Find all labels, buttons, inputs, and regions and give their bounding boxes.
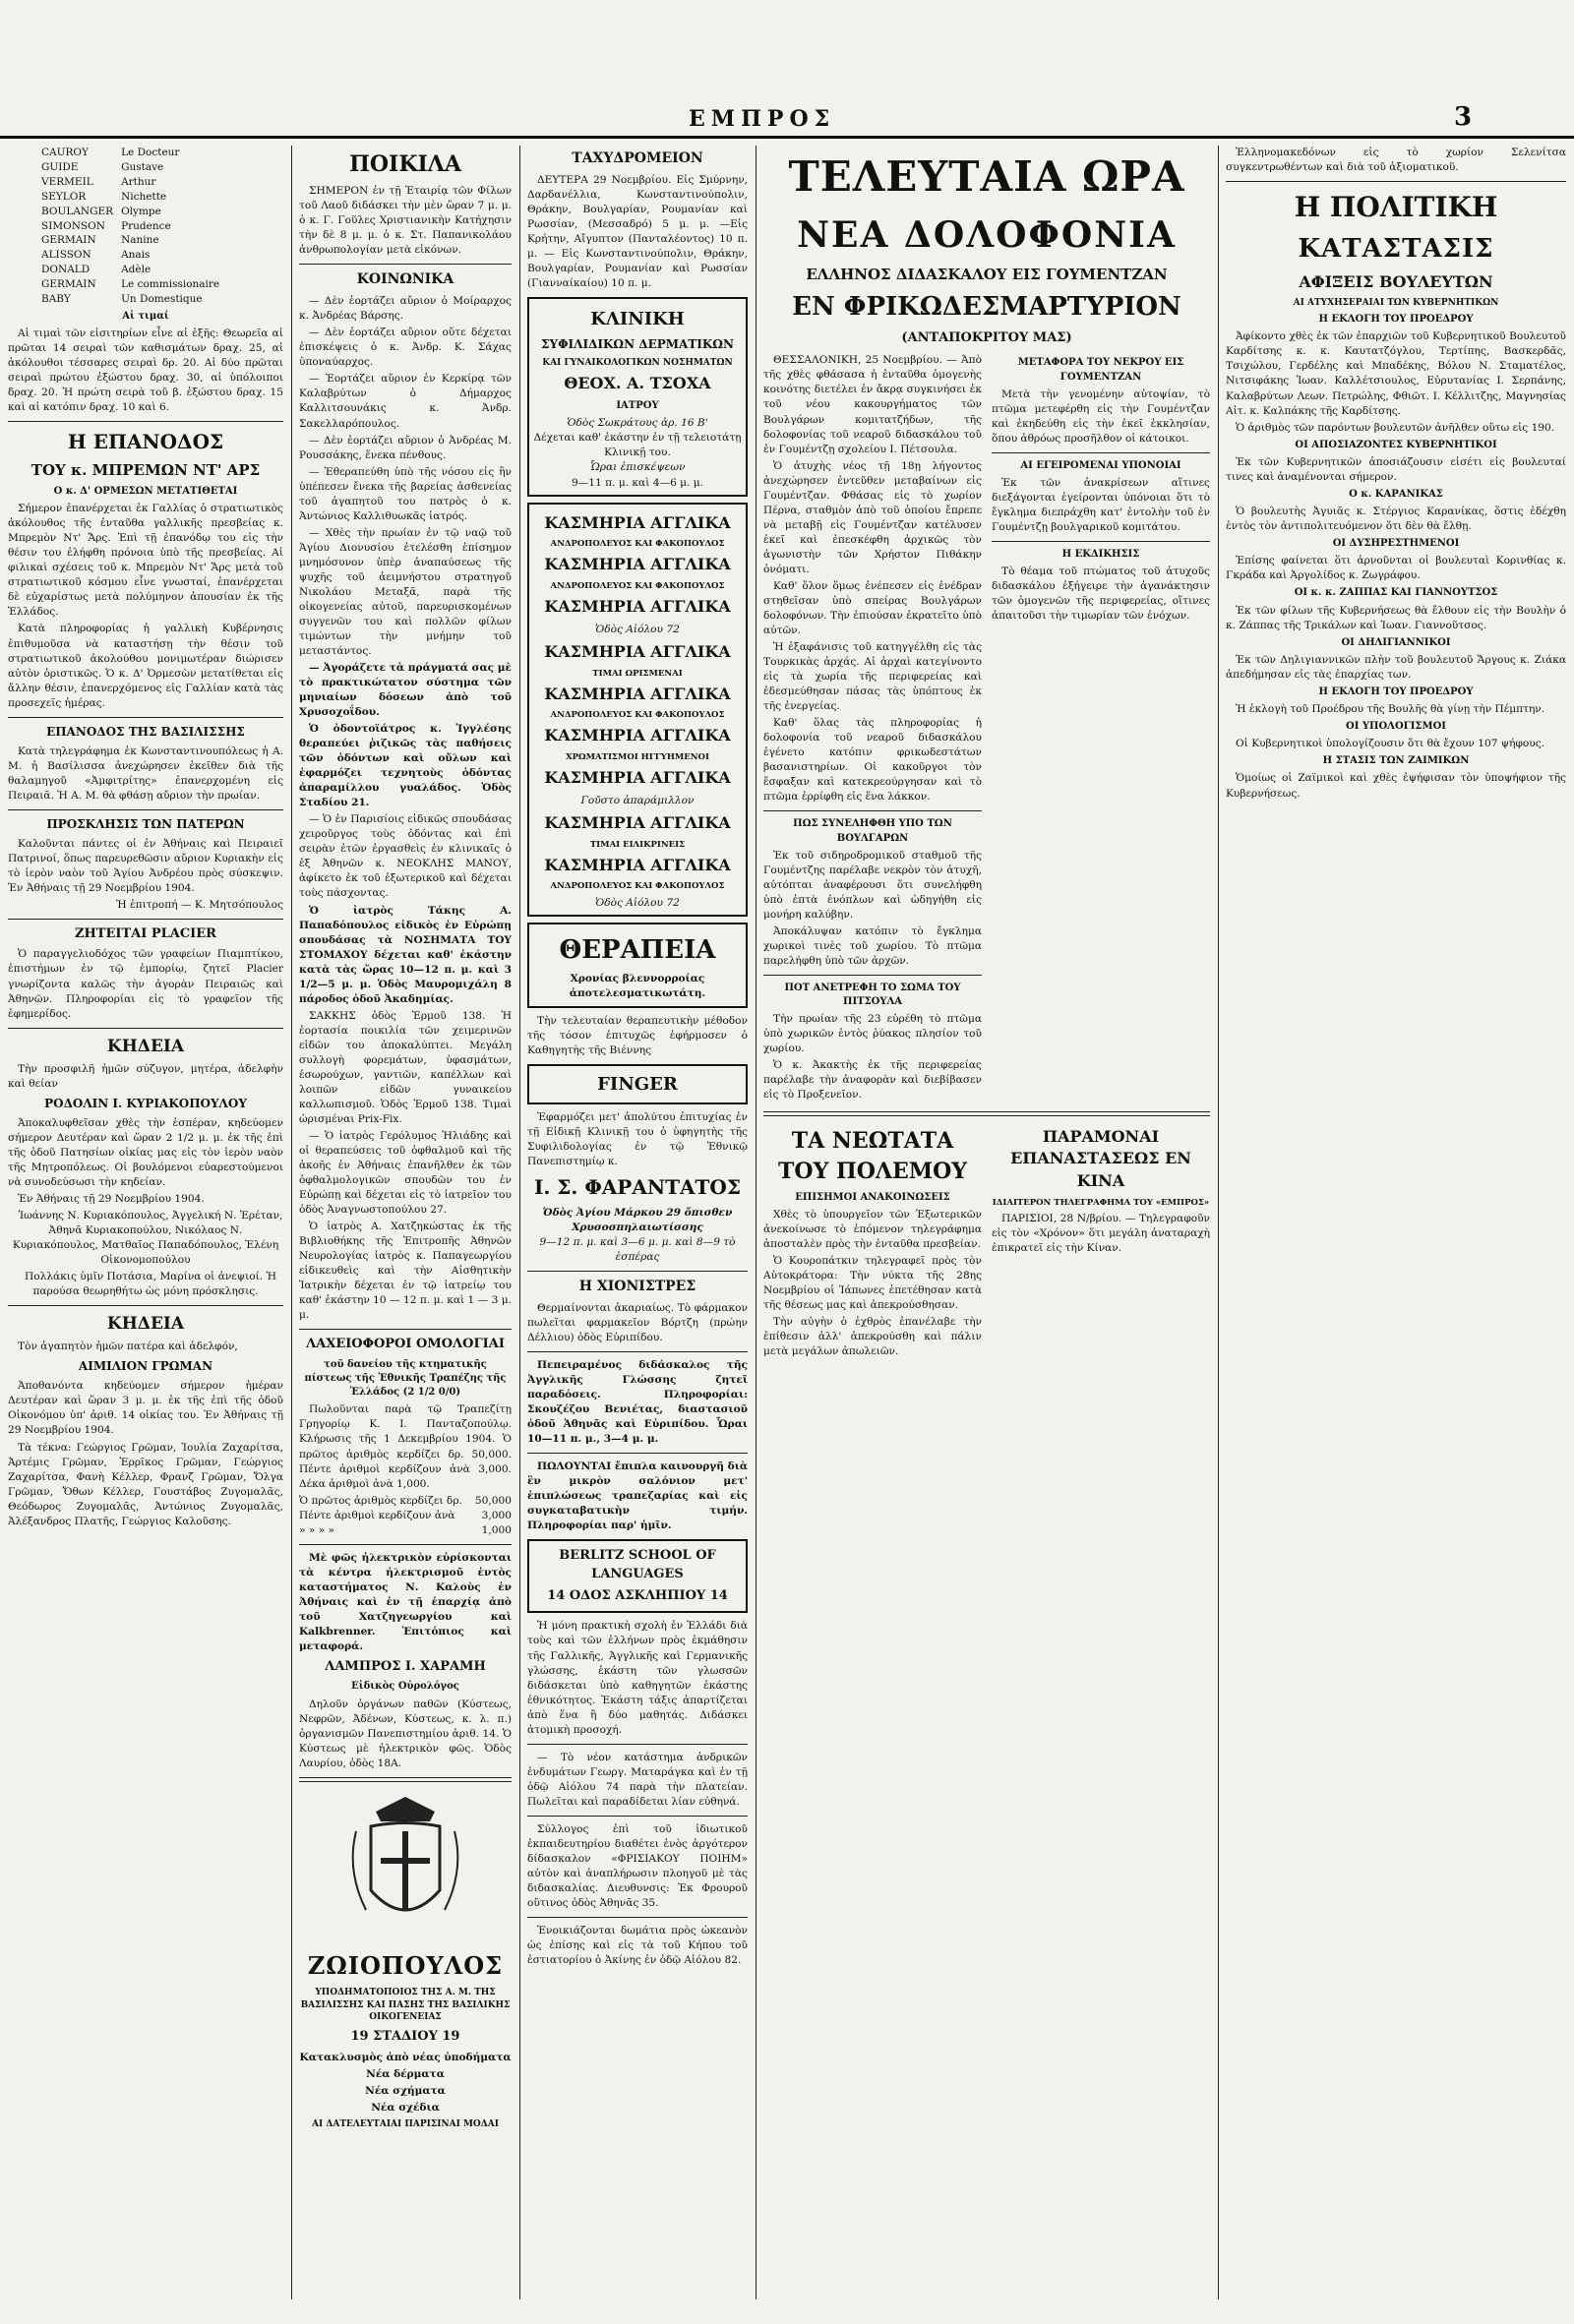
article-paragraph: Καθ' ὅλον ὅμως ἐνέπεσεν εἰς ἐνέδραν στηθεῖσαν ὑπὸ σπείρας Βουλγάρων δολοφόνων. Τὴν ἐπιούσαν ἐκρατεῖτο ὑπὸ αὐτῶν.: [763, 579, 982, 636]
section-heading: ΟΙ ΥΠΟΛΟΓΙΣΜΟΙ: [1346, 721, 1446, 733]
article-paragraph: — Δὲν ἑορτάζει αὔριον ὁ Ἀνδρέας Μ. Ρουσσάκης, ἕνεκα πένθους.: [299, 434, 512, 461]
cast-role: Le commissionaire: [121, 278, 220, 291]
article-paragraph: ΣΗΜΕΡΟΝ ἐν τῇ Ἑταιρίᾳ τῶν Φίλων τοῦ Λαοῦ διδάσκει τὴν μὲν ὥραν 7 μ. μ. ὁ κ. Γ. Γοῦλες Χριστιανικὴν Κατήχησιν τὴν δὲ 8 μ. μ. ὁ κ. Στ. Παπανικολάου ἀνθρωπολογίαν μετὰ εἰκόνων.: [299, 185, 512, 257]
article-paragraph: ΘΕΣΣΑΛΟΝΙΚΗ, 25 Νοεμβρίου. — Ἀπὸ τῆς χθὲς φθάσασα ἡ ἐνταῦθα ὁμογενὴς κοινότης διετέλει ἐν ἄκρᾳ συγκινήσει ἐκ τοῦ νέου κακουργήματος τῶν Βουλγάρων κομιτατζήδων, τῆς δολοφονίας τοῦ νεαροῦ διδασκάλου τοῦ ἐν Γουμέντζῃ σχολείου Ι. Πέτσουλα.: [763, 354, 982, 455]
article-paragraph: — Τὸ νέον κατάστημα ἀνδρικῶν ἐνδυμάτων Γεωργ. Ματαράγκα καὶ ἐν τῇ ὁδῷ Αἰόλου 74 παρὰ τὴν πλατείαν. Πωλεῖται καὶ παραδίδεται λίαν εὐθηνά.: [527, 1751, 748, 1808]
cast-row: [37, 219, 223, 234]
section-heading: ΟΙ κ. κ. ΖΑΠΠΑΣ ΚΑΙ ΓΙΑΝΝΟΥΤΣΟΣ: [1294, 587, 1498, 599]
article-paragraph: Ὁ ἰατρὸς Τάκης Α. Παπαδόπουλος εἰδικὸς ἐν Εὐρώπῃ σπουδάσας τὰ ΝΟΣΗΜΑΤΑ ΤΟΥ ΣΤΟΜΑΧΟΥ δέχεται καθ' ἑκάστην κατὰ τὰς ὥρας 10—12 π. μ. καὶ 3 1/2—5 μ. μ. Ὁδὸς Μαυρομιχάλη 8 πάροδος ὁδοῦ Ἀκαδημίας.: [299, 904, 512, 1005]
section-heading: ΠΟΙΚΙΛΑ: [349, 151, 461, 177]
article-paragraph: Καθ' ὅλας τὰς πληροφορίας ἡ δολοφονία τοῦ νεαροῦ διδασκάλου ἐγένετο κατόπιν φρικωδεστάτων βασανιστηρίων. Οἱ κακοῦργοι τὸν ἔσφαξαν καὶ κατεκρεούργησαν καὶ τὸ πτῶμα ἐρρίφθη εἰς ἕνα λάκκον.: [763, 717, 982, 804]
ad-title: ΚΑΣΜΗΡΙΑ ΑΓΓΛΙΚΑ: [544, 812, 731, 832]
divider: [763, 1111, 1210, 1116]
article-paragraph: — Ὁ ἐν Παρισίοις εἰδικῶς σπουδάσας χειροῦργος τοὺς ὀδόντας καὶ ἐπὶ σειρὰν ἐτῶν ἐργασθεὶς ἐν κλινικαῖς ὁ ἐξ Ἀθηνῶν κ. ΝΕΟΚΛΗΣ ΜΑΝΟΥ, ἀφίκετο ἐκ τοῦ ἐξωτερικοῦ καὶ δέχεται τοὺς πάσχοντας.: [299, 813, 512, 900]
section-heading: ΟΙ ΑΠΟΣΙΑΖΟΝΤΕΣ ΚΥΒΕΡΝΗΤΙΚΟΙ: [1295, 439, 1497, 450]
doctor-role: ΙΑΤΡΟΥ: [616, 400, 659, 412]
ad-line: Νέα σχέδια: [371, 2101, 440, 2114]
section-heading: ΚΟΙΝΩΝΙΚΑ: [356, 271, 454, 288]
article-paragraph: Τὴν πρωίαν τῆς 23 εὑρέθη τὸ πτῶμα ὑπὸ χωρικῶν ἐντὸς ῥύακος πλησίον τοῦ χωρίου.: [763, 1013, 982, 1055]
section-heading: ΖΗΤΕΙΤΑΙ PLACIER: [75, 926, 216, 941]
doctor-name: ΘΕΟΧ. Α. ΤΣΟΧΑ: [564, 374, 711, 393]
ad-title: BERLITZ SCHOOL OF LANGUAGES: [559, 1548, 716, 1581]
divider: [527, 1816, 748, 1817]
divider: [299, 264, 512, 265]
article-paragraph: Χθὲς τὸ ὑπουργεῖον τῶν Ἐξωτερικῶν ἀνεκοίνωσε τὸ ἑπόμενον τηλεγράφημα ἀποσταλὲν πρὸς τὴν ἐνταῦθα πρεσβείαν.: [763, 1209, 982, 1251]
subcolumn-right: [992, 1122, 1210, 1362]
ad-address: Ὁδὸς Αἰόλου 72: [595, 623, 680, 635]
family-list: Τὰ τέκνα: Γεώργιος Γρῶμαν, Ἰουλία Ζαχαρίτσα, Ἀρτέμις Γρῶμαν, Ἐρρῖκος Γρῶμαν, Γεώργιος Ζαχαρίτσα, Φανὴ Κέλλερ, Φρανζ Γρῶμαν, Ὄλγα Γρῶμαν, Ὄθων Κέλλερ, Γουστάβος Ζυγομαλᾶς, Θεόδωρος Ζυγομαλᾶς, Ἀντώνιος Ζυγομαλᾶς, Ἀλέξανδρος Πλατῆς, Γεώργιος Καλοῦσης.: [8, 1441, 283, 1527]
divider: [299, 1544, 512, 1545]
ad-line: Γοῦστο ἀπαράμιλλον: [580, 794, 695, 806]
section-heading: Η ΕΚΔΙΚΗΣΙΣ: [1061, 549, 1140, 561]
ad-hours: 9—12 π. μ. καὶ 3—6 μ. μ. καὶ 8—9 τὸ ἑσπέρας: [539, 1235, 736, 1263]
cast-role: Arthur: [121, 175, 156, 188]
article-paragraph: Πωλοῦνται παρὰ τῷ Τραπεζίτῃ Γρηγορίῳ Κ. Ι. Πανταζοπούλῳ. Κλήρωσις τῆς 1 Δεκεμβρίου 1904. Ὁ πρῶτος ἀριθμὸς κερδίζει δρ. 50,000. Πέντε ἀριθμοὶ κερδίζουν ἀνὰ 3,000. Δέκα ἀριθμοὶ ἀνὰ 1,000.: [299, 1403, 512, 1490]
ad-footer: ΑΙ ΔΑΤΕΛΕΥΤΑΙΑΙ ΠΑΡΙΣΙΝΑΙ ΜΟΔΑΙ: [312, 2118, 499, 2129]
ad-title: ΚΑΣΜΗΡΙΑ ΑΓΓΛΙΚΑ: [544, 512, 731, 532]
cast-list: [37, 146, 223, 307]
article-paragraph: Θερμαίνονται ἀκαριαίως. Τὸ φάρμακον πωλεῖται φαρμακεῖον Βόρτζη (πρώην Δέλλιου) ὁδὸς Εὐριπίδου.: [527, 1301, 748, 1343]
advertiser-name: ΛΑΜΠΡΟΣ Ι. ΧΑΡΑΜΗ: [325, 1658, 486, 1674]
section-heading: Η ΧΙΟΝΙΣΤΡΕΣ: [578, 1278, 696, 1294]
section-heading: ΠΟΤ ΑΝΕΤΡΕΦΗ ΤΟ ΣΩΜΑ ΤΟΥ ΠΙΤΣΟΥΛΑ: [784, 982, 961, 1008]
divider: [8, 717, 283, 718]
article-paragraph: Ἀφίκοντο χθὲς ἐκ τῶν ἐπαρχιῶν τοῦ Κυβερνητικοῦ Βουλευτοῦ Καρδίτσης κ. κ. Καυτατζόγλου, Τερτίπης, Βασκερδᾶς, Τσιχώλου, Γερδέλης καὶ Μπαδέκης, Βόλου Ν. Σταματέλος, Νιτσιφάκης Ἰωαν. Καλλέτσιουλος, Εὐρυτανίας Ι. Σερπάνης, Καλαβρύτων Λεων. Πετρώλης, Φθιῶτ. Ι. Κέλλιτζης, Μαγνησίας Αἰτ. κ. Καλπάκης τῆς Καρδίτσης.: [1226, 330, 1566, 417]
subcolumn-left: [763, 1122, 982, 1362]
section-heading: Αἱ τιμαί: [122, 310, 169, 322]
article-body: [763, 1122, 1210, 1362]
cast-role: Olympe: [121, 205, 161, 217]
column-separator: [291, 146, 292, 2299]
article-paragraph: Σήμερον ἐπανέρχεται ἐκ Γαλλίας ὁ στρατιωτικὸς ἀκόλουθος τῆς ἐνταῦθα γαλλικῆς πρεσβείας κ. Μπρεμὸν Ντ' Ἄρς. Ἐπὶ τῇ ἐπανόδῳ του εἰς τὴν θέσιν του ἐλήφθη πρόνοια ὑπὸ τῆς πρεσβείας. Αἱ φιλικαὶ σχέσεις τοῦ κ. Μπρεμὸν Ντ' Ἄρς μετὰ τοῦ στρατιωτικοῦ κόσμου εἶνε γνωσταί, ἐπανέρχεται δὲ εὐχαρίστως μετὰ πολύμηνον ἀπουσίαν ἐκ τῆς Ἑλλάδος.: [8, 503, 283, 619]
cast-role: Le Docteur: [121, 147, 180, 158]
cast-actor: GUIDE: [41, 160, 79, 173]
cast-row: [37, 248, 223, 263]
ad-title: ΖΩΙΟΠΟΥΛΟΣ: [307, 1950, 504, 1980]
divider: [527, 1351, 748, 1352]
ad-subtitle: ΑΝΔΡΟΠΟΛΕΥΟΣ ΚΑΙ ΦΑΚΟΠΟΥΛΟΣ: [550, 581, 725, 592]
cast-row: [37, 175, 223, 190]
article-paragraph: Κατὰ τηλεγράφημα ἐκ Κωνσταντινουπόλεως ἡ Α. Μ. ἡ Βασίλισσα ἀνεχώρησεν ἐκεῖθεν διὰ τῆς θαλαμηγοῦ «Ἀμφιτρίτης» ἐπανερχομένη εἰς Πειραιᾶ. Ἡ Α. Μ. θὰ φθάσῃ αὔριον τὴν πρωίαν.: [8, 745, 283, 802]
article-paragraph: Ἐνοικιάζονται δωμάτια πρὸς ὠκεανὸν ὡς ἐπίσης καὶ εἰς τὰ τοῦ Κήπου τοῦ ἐστιατορίου ὁ Ἀκίνης ἐν ὁδῷ Αἰόλου 82.: [527, 1925, 748, 1967]
article-paragraph: Ἀποκάλυψαν κατόπιν τὸ ἔγκλημα χωρικοὶ τινὲς τοῦ χωρίου. Τὸ πτῶμα παρελήφθη ὑπὸ τῶν ἀρχῶν.: [763, 924, 982, 967]
lottery-value: 50,000: [474, 1494, 512, 1507]
article-paragraph: — Ἀγοράζετε τὰ πράγματά σας μὲ τὸ πρακτικώτατον σύστημα τῶν μηνιαίων δόσεων ἀπὸ τοῦ Χρυσοχοΐδου.: [299, 662, 512, 719]
cast-actor: VERMEIL: [41, 175, 93, 188]
lottery-label: » » » »: [299, 1523, 335, 1536]
section-heading: ΚΑΤΑΣΤΑΣΙΣ: [1298, 233, 1494, 264]
article-paragraph: Ὁ κ. Ἀκακτὴς ἐκ τῆς περιφερείας παρέλαβε τὴν ἀναφορὰν καὶ διεβίβασεν εἰς τὸ Προξενεῖον.: [763, 1059, 982, 1102]
article-paragraph: Ἑλληνομακεδόνων εἰς τὸ χωρίον Σελενίτσα συγκεντρωθέντων καὶ διὰ τοῦ ἀξιοματικοῦ.: [1226, 147, 1566, 174]
lottery-label: Ὁ πρῶτος ἀριθμὸς κερδίζει δρ.: [299, 1494, 462, 1507]
article-paragraph: — Δὲν ἑορτάζει αὔριον οὔτε δέχεται ἐπισκέψεις ὁ κ. Ἀνδρ. Κ. Σάχας ὑποναύαρχος.: [299, 327, 512, 369]
section-subheading: Ο κ. Δ' ΟΡΜΕΣΩΝ ΜΕΤΑΤΙΘΕΤΑΙ: [53, 486, 238, 498]
cast-role: Anais: [121, 249, 151, 262]
ad-title: ΚΑΣΜΗΡΙΑ ΑΓΓΛΙΚΑ: [544, 726, 731, 745]
article-paragraph: Μετὰ τὴν γενομένην αὐτοψίαν, τὸ πτῶμα μετεφέρθη εἰς τὴν Γουμέντζαν καὶ ἐκηδεύθη εἰς τὴν ἐκεῖ ἐκκλησίαν, ὅπου ἀθρόως προσῆλθον οἱ κάτοικοι.: [992, 387, 1210, 445]
ad-subtitle: ΤΙΜΑΙ ΩΡΙΣΜΕΝΑΙ: [592, 668, 683, 679]
article-paragraph: — Ἑορτάζει αὔριον ἐν Κερκίρᾳ τῶν Καλαβρύτων ὁ Δήμαρχος Καλλιτσουνάκις κ. Ἀνδρ. Σακελλαρόπουλος.: [299, 373, 512, 430]
paper-name: ΕΜΠΡΟΣ: [689, 106, 836, 132]
cast-row: [37, 146, 223, 160]
page-number: 3: [1454, 102, 1473, 132]
section-heading: Η ΕΠΑΝΟΔΟΣ: [67, 430, 224, 454]
section-subheading: ΙΔΙΑΙΤΕΡΟΝ ΤΗΛΕΓΡΑΦΗΜΑ ΤΟΥ «ΕΜΠΡΟΣ»: [992, 1197, 1210, 1208]
royal-crest-icon: [346, 1792, 464, 1939]
ad-address: Ὁδὸς Σωκράτους ἀρ. 16 Β': [567, 417, 708, 430]
ad-title: ΚΑΣΜΗΡΙΑ ΑΓΓΛΙΚΑ: [544, 855, 731, 874]
ad-hours-label: Ὧραι ἐπισκέψεων: [589, 461, 686, 474]
ad-subtitle: ΑΝΔΡΟΠΟΛΕΥΟΣ ΚΑΙ ΦΑΚΟΠΟΥΛΟΣ: [550, 881, 725, 892]
article-paragraph: Τὸ θέαμα τοῦ πτώματος τοῦ ἀτυχοῦς διδασκάλου ἐξήγειρε τὴν ἀγανάκτησιν τῶν ὁμογενῶν τῆς περιφερείας, οἵτινες ἀπαιτοῦσι τὴν τιμωρίαν τῶν ἐνόχων.: [992, 566, 1210, 623]
article-paragraph: — Δὲν ἑορτάζει αὔριον ὁ Μοίραρχος κ. Ἀνδρέας Βάρσης.: [299, 295, 512, 323]
article-paragraph: Πολλάκις ὑμῖν Ποτάσια, Μαρίνα οἱ ἀνεψιοί. Ἡ παρούσα θεωρηθήτω ὡς μόνη πρόσκλησις.: [24, 1271, 277, 1298]
ad-subtitle: 14 ΟΔΟΣ ΑΣΚΛΗΠΙΟΥ 14: [547, 1588, 728, 1603]
article-paragraph: Τὴν προσφιλῆ ἡμῶν σύζυγον, μητέρα, ἀδελφὴν καὶ θείαν: [8, 1062, 283, 1090]
section-heading: Ο κ. ΚΑΡΑΝΙΚΑΣ: [1349, 488, 1443, 500]
article-paragraph: Κατὰ πληροφορίας ἡ γαλλικὴ Κυβέρνησις ἐπιθυμοῦσα νὰ καταστήσῃ τὴν θέσιν τοῦ στρατιωτικοῦ ἀκολούθου μονιμωτέραν διώρισεν αὐτὸν ὁριστικῶς. Ὁ κ. Δ' Ὀρμεσὼν μετατίθεται εἰς ἄλλην θέσιν, ἐπανερχόμενος εἰς Γαλλίαν κατὰ τὰς προσεχεῖς ἡμέρας.: [8, 623, 283, 709]
ad-body: Χρονίας βλεννορροίας ἀποτελεσματικωτάτη.: [569, 973, 706, 1000]
lottery-row: [299, 1494, 512, 1509]
section-heading: ΠΑΡΑΜΟΝΑΙ ΕΠΑΝΑΣΤΑΣΕΩΣ ΕΝ ΚΙΝΑ: [1010, 1126, 1191, 1190]
cast-actor: CAUROY: [41, 147, 89, 158]
divider: [527, 1271, 748, 1272]
cast-actor: GERMAIN: [41, 234, 96, 247]
lottery-value: 3,000: [481, 1509, 512, 1521]
section-heading: ΠΡΟΣΚΛΗΣΙΣ ΤΩΝ ΠΑΤΕΡΩΝ: [46, 816, 245, 831]
therapy-ad: [527, 923, 748, 1008]
divider: [8, 1028, 283, 1029]
ad-body: Δέχεται καθ' ἑκάστην ἐν τῇ τελειοτάτῃ Κλινικῇ του.: [533, 432, 742, 459]
article-paragraph: ΣΑΚΚΗΣ ὁδὸς Ἑρμοῦ 138. Ἡ ἑορτασία ποικιλία τῶν χειμερινῶν εἰδῶν του ἀποκαλύπτει. Μεγάλη συλλογὴ φορεμάτων, ὑφασμάτων, ἐσωρούχων, γαντιῶν, καπέλλων καὶ λοιπῶν εἰδῶν γυναικείου καλλωπισμοῦ. Ὁδὸς Ἑρμοῦ 138. Τιμαὶ ὡρισμέναι Prix-Fix.: [299, 1009, 512, 1125]
article-paragraph: Ἡ ἐκλογὴ τοῦ Προέδρου τῆς Βουλῆς θὰ γίνῃ τὴν Πέμπτην.: [1236, 703, 1545, 716]
section-heading: ΟΙ ΔΥΣΗΡΕΣΤΗΜΕΝΟΙ: [1332, 538, 1460, 550]
article-date: Ἐν Ἀθήναις τῇ 29 Νοεμβρίου 1904.: [18, 1192, 205, 1205]
column-2: [299, 146, 512, 2299]
article-paragraph: Πεπειραμένος διδάσκαλος τῆς Ἀγγλικῆς Γλώσσης ζητεῖ παραδόσεις. Πληροφορίαι: Σκουζέζου Βενιέτας, διαστασιοῦ ὁδοῦ Ἀθηνᾶς καὶ Εὐριπίδου. Ὧραι 10—11 π. μ., 3—4 μ. μ.: [527, 1358, 748, 1445]
cast-actor: BABY: [41, 293, 71, 306]
berlitz-ad: [527, 1539, 748, 1613]
article-paragraph: Ὁ βουλευτὴς Ἀγυιᾶς κ. Στέργιος Καρανίκας, ὅστις ἐδέχθη ἐντὸς τὸν ἀντιπολιτευόμενον ὅτι δὲν θὰ ἔλθῃ.: [1226, 506, 1566, 533]
section-heading: ΠΩΣ ΣΥΝΕΛΗΦΘΗ ΥΠΟ ΤΩΝ ΒΟΥΛΓΑΡΩΝ: [793, 818, 952, 844]
divider: [763, 810, 982, 811]
article-paragraph: Καλοῦνται πάντες οἱ ἐν Ἀθήναις καὶ Πειραιεῖ Πατρινοί, ὅπως παρευρεθῶσιν αὔριον Κυριακὴν εἰς τὸ ἱερὸν ναὸν τοῦ Ἁγίου Ἀνδρέου πρὸς σύσκεψιν. Ἐν Ἀθήναις τῇ 29 Νοεμβρίου 1904.: [8, 837, 283, 894]
divider: [299, 1329, 512, 1330]
ad-address: Ὁδὸς Ἁγίου Μάρκου 29 ὄπισθεν Χρυσοσπηλαιωτίσσης: [542, 1206, 733, 1233]
section-subheading: ΑΙ ΑΤΥΧΗΣΕΡΑΙΑΙ ΤΩΝ ΚΥΒΕΡΝΗΤΙΚΩΝ: [1293, 298, 1499, 309]
article-paragraph: Ὁ ἰατρὸς Α. Χατζηκώστας ἐκ τῆς Βιβλιοθήκης τῆς Ἐπιτροπῆς Ἀθηνῶν Νευρολογίας ἰατρὸς κ. Παπαγεωργίου εἰδικευθεὶς καὶ τὴν Αἰσθητικὴν Ἰατρικὴν δέχεται ἐν τῷ ἰατρείῳ του καθ' ἑκάστην 10 — 12 π. μ. καὶ 1 — 3 μ. μ.: [299, 1221, 512, 1322]
section-heading: Η ΕΚΛΟΓΗ ΤΟΥ ΠΡΟΕΔΡΟΥ: [1318, 685, 1474, 697]
family-list: Ἰωάννης Ν. Κυριακόπουλος, Ἀγγελική Ν. Ἐρέταν, Ἀθηνᾶ Κυριακοπούλου, Νικόλαος Ν. Κυριακόπουλος, Ματθαῖος Παπαδόπουλος, Ἑλένη Οἰκονομοπούλου: [12, 1210, 283, 1267]
subcolumn-left: [763, 353, 982, 1104]
doctor-name: Ι. Σ. ΦΑΡΑΝΤΑΤΟΣ: [534, 1175, 741, 1200]
cast-row: [37, 233, 223, 248]
banner-heading: ΕΝ ΦΡΙΚΩΔΕΣΜΑΡΤΥΡΙΟΝ: [792, 292, 1181, 323]
divider: [992, 452, 1210, 453]
divider: [763, 975, 982, 976]
cast-role: Nichette: [121, 190, 167, 203]
article-paragraph: Οἱ Κυβερνητικοὶ ὑπολογίζουσιν ὅτι θὰ ἔχουν 107 ψήφους.: [1236, 738, 1545, 750]
column-separator: [1218, 146, 1219, 2299]
divider: [1226, 181, 1566, 182]
divider: [8, 421, 283, 422]
ad-subtitle: ΣΥΦΙΛΙΔΙΚΩΝ ΔΕΡΜΑΤΙΚΩΝ: [541, 336, 734, 351]
ad-subtitle: ΑΝΔΡΟΠΟΛΕΥΟΣ ΚΑΙ ΦΑΚΟΠΟΥΛΟΣ: [550, 710, 725, 721]
divider: [992, 541, 1210, 542]
signature: Ἡ ἐπιτροπή — Κ. Μητσόπουλος: [116, 898, 283, 911]
section-heading: Η ΣΤΑΣΙΣ ΤΩΝ ΖΑΙΜΙΚΩΝ: [1322, 755, 1470, 767]
article-paragraph: ΠΩΛΟΥΝΤΑΙ ἔπιπλα καινουργῆ διὰ ἓν μικρὸν σαλόνιον μετ' ἐπιπλώσεως τραπεζαρίας καὶ εἰς συγκαταβατικὴν τιμήν. Πληροφορίαι παρ' ἡμῖν.: [527, 1460, 748, 1532]
cast-role: Nanine: [121, 234, 159, 247]
article-paragraph: Ὁ ὀδοντοϊάτρος κ. Ἰγγλέσης θεραπεύει ῥιζικῶς τὰς παθήσεις τῶν ὀδόντων καὶ οὔλων καὶ ἐφαρμόζει τεχνητοὺς ὀδόντας ἀπαραμίλλου γυαλάδος. Ὁδὸς Σταδίου 21.: [299, 723, 512, 809]
deceased-name: ΑΙΜΙΛΙΟΝ ΓΡΩΜΑΝ: [78, 1359, 213, 1374]
banner-subheading: (ΑΝΤΑΠΟΚΡΙΤΟΥ ΜΑΣ): [901, 329, 1072, 345]
divider: [299, 1777, 512, 1782]
divider: [527, 1917, 748, 1918]
banner-heading: ΤΕΛΕΥΤΑΙΑ ΩΡΑ: [788, 152, 1185, 201]
banner-heading: ΝΕΑ ΔΟΛΟΦΟΝΙΑ: [797, 213, 1177, 256]
section-heading: ΚΗΔΕΙΑ: [106, 1314, 185, 1335]
cast-actor: BOULANGER: [41, 205, 114, 217]
advertiser-role: Εἰδικὸς Οὐρολόγος: [351, 1681, 459, 1693]
section-heading: ΤΑ ΝΕΩΤΑΤΑ ΤΟΥ ΠΟΛΕΜΟΥ: [778, 1127, 967, 1184]
column-separator: [756, 146, 757, 2299]
divider: [527, 1744, 748, 1745]
ad-title: ΚΑΣΜΗΡΙΑ ΑΓΓΛΙΚΑ: [544, 555, 731, 574]
kasmiria-ad: [527, 503, 748, 917]
ad-line: Νέα σχήματα: [365, 2084, 446, 2097]
article-paragraph: ΠΑΡΙΣΙΟΙ, 28 Ν/βρίου. — Τηλεγραφοῦν εἰς τὸν «Χρόνον» ὅτι μεγάλη ἀναταραχὴ ἐπικρατεῖ εἰς τὴν Κίναν.: [992, 1212, 1210, 1254]
ad-title: FINGER: [597, 1073, 678, 1095]
article-paragraph: Δηλοῦν ὀργάνων παθῶν (Κύστεως, Νεφρῶν, Ἀδένων, Κύστεως, κ. λ. π.) ὁργανισμῶν Πανεπιστημίου ἀριθ. 14. Ὁ Κύστεως μὲ ἠλεκτρικὸν φῶς. Ὁδὸς Λαυρίου, ὁδὸς 18Α.: [299, 1698, 512, 1769]
article-paragraph: Τὴν τελευταίαν θεραπευτικὴν μέθοδον τῆς τόσον ἐπιτυχῶς ἐφήρμοσεν ὁ Καθηγητὴς τῆς Βιέννης: [527, 1014, 748, 1056]
section-heading: ΤΑΧΥΔΡΟΜΕΙΟΝ: [572, 150, 703, 166]
cast-role: Prudence: [121, 219, 171, 232]
article-paragraph: Ἐκ τῶν φίλων τῆς Κυβερνήσεως θὰ ἔλθουν εἰς τὴν Βουλὴν ὁ κ. Ζάππας τῆς Τρικάλων καὶ Ἰωαν. Γιαννοῦτσος.: [1226, 604, 1566, 631]
article-paragraph: Ὁ Κουροπάτκιν τηλεγραφεῖ πρὸς τὸν Αὐτοκράτορα: Τὴν νύκτα τῆς 28ης Νοεμβρίου οἱ Ἰάπωνες ἐπετέθησαν κατὰ τῆς θέσεως μας καὶ ἀπεκρούσθησαν.: [763, 1255, 982, 1312]
article-paragraph: Ὁμοίως οἱ Ζαϊμικοὶ καὶ χθὲς ἐψήφισαν τὸν ὑποψήφιον τῆς Κυβερνήσεως.: [1226, 772, 1566, 800]
section-heading: ΑΙ ΕΓΕΙΡΟΜΕΝΑΙ ΥΠΟΝΟΙΑΙ: [1020, 459, 1181, 471]
cast-row: [37, 292, 223, 307]
article-paragraph: ΔΕΥΤΕΡΑ 29 Νοεμβρίου. Εἰς Σμύρνην, Δαρδανέλλια, Κωνσταντινούπολιν, Θράκην, Βουλγαρίαν, Ρουμανίαν καὶ Ρωσσίαν, (Μεσσαδρό) 5 μ. μ. —Εἰς Κρήτην, Αἴγυπτον (Πανταλέοντος) 10 π. μ. — Εἰς Κωνσταντινούπολιν, Θράκην, Βουλγαρίαν, Ρουμανίαν καὶ Ρωσσίαν (Γιανναίκαίου) 10 π. μ.: [527, 173, 748, 290]
ad-address: 19 ΣΤΑΔΙΟΥ 19: [350, 2029, 460, 2045]
column-1: [8, 146, 283, 2299]
masthead: [0, 0, 1574, 136]
ad-subtitle: ΚΑΙ ΓΥΝΑΙΚΟΛΟΓΙΚΩΝ ΝΟΣΗΜΑΤΩΝ: [542, 357, 733, 368]
section-heading: ΟΙ ΔΗΛΙΓΙΑΝΝΙΚΟΙ: [1341, 636, 1451, 648]
section-subheading: ΑΦΙΞΕΙΣ ΒΟΥΛΕΥΤΩΝ: [1299, 271, 1493, 291]
article-paragraph: Ἐκ τοῦ σιδηροδρομικοῦ σταθμοῦ τῆς Γουμέντζης παρέλαβε νεκρὸν τὸν ἀτυχῆ, αὐτόπται ἀναφέρουσι ὅτι συνελήφθη ὑπὸ ἐπτὰ ἐνόπλων καὶ ὡδηγήθη εἰς μονήρη καλύβην.: [763, 849, 982, 921]
ad-address: Ὁδὸς Αἰόλου 72: [595, 896, 680, 909]
cast-actor: DONALD: [41, 264, 91, 276]
article-paragraph: Μὲ φῶς ἠλεκτρικὸν εὑρίσκονται τὰ κέντρα ἠλεκτρισμοῦ ἐντὸς καταστήματος Ν. Καλοὺς ἐν Ἀθήναις καὶ ἐν τῇ ἐπαρχίᾳ ἀπὸ τοῦ Χατζηγεωργίου καὶ Kalkbrenner. Ἐπιτόπιος καὶ μεταφορά.: [299, 1551, 512, 1652]
column-separator: [519, 146, 520, 2299]
section-heading: ΛΑΧΕΙΟΦΟΡΟΙ ΟΜΟΛΟΓΙΑΙ: [306, 1337, 505, 1352]
article-paragraph: Ὁ παραγγελιοδόχος τῶν γραφείων Πιαμπτίκου, ἐπιστήμων ἐν τῷ ἐμπορίῳ, ζητεῖ Placier γνωρίζοντα καλῶς τὴν ἀγορὰν Πειραιῶς καὶ Ἀθηνῶν. Πληροφορίαι εἰς τὸ γραφεῖον τῆς ἐφημερίδος.: [8, 948, 283, 1020]
cast-role: Un Domestique: [121, 293, 203, 306]
ad-title: ΚΑΣΜΗΡΙΑ ΑΓΓΛΙΚΑ: [544, 768, 731, 788]
section-heading: ΜΕΤΑΦΟΡΑ ΤΟΥ ΝΕΚΡΟΥ ΕΙΣ ΓΟΥΜΕΝΤΖΑΝ: [1017, 357, 1184, 383]
ad-title: ΘΕΡΑΠΕΙΑ: [559, 934, 716, 965]
article-paragraph: Ἀποκαλυφθεῖσαν χθὲς τὴν ἑσπέραν, κηδεύομεν σήμερον Δευτέραν καὶ ὥραν 2 1/2 μ. μ. ἐκ τῆς ἐπὶ τῆς ὁδοῦ Πατησίων οἰκίας μας εἰς τὸν ἱερὸν ναὸν τῆς Μητροπόλεως. Οἱ βουλόμενοι εὐαρεστούμενοι νὰ συνοδεύσωσι τὴν κηδείαν.: [8, 1116, 283, 1188]
divider: [527, 1453, 748, 1454]
section-subheading: τοῦ δανείου τῆς κτηματικῆς πίστεως τῆς Ἐθνικῆς Τραπέζης τῆς Ἑλλάδος (2 1/2 0/0): [304, 1358, 507, 1399]
ad-line: Κατακλυσμὸς ἀπὸ νέας ὑποδήματα: [299, 2051, 512, 2063]
divider: [8, 809, 283, 810]
divider: [8, 1305, 283, 1306]
cast-actor: SIMONSON: [41, 219, 105, 232]
ad-subtitle: ΧΡΩΜΑΤΙΣΜΟΙ ΗΓΓΥΗΜΕΝΟΙ: [566, 752, 709, 763]
article-paragraph: — Ἐθεραπεύθη ὑπὸ τῆς νόσου εἰς ἣν ὑπέπεσεν ἔνεκα τῆς βαρείας ἀσθενείας τοῦ ἀγαπητοῦ του πατρὸς ὁ κ. Ἀντώνιος Καλλιθυωκᾶς ἰατρός.: [299, 465, 512, 522]
lottery-row: [299, 1523, 512, 1538]
article-paragraph: — Ὁ ἰατρὸς Γερόλυμος Ἠλιάδης καὶ οἱ θεραπεύσεις τοῦ ὀφθαλμοῦ καὶ τῆς ἀκοῆς ἐν Ἀθήναις ἐπανῆλθεν ἐκ τῶν ὀφθαλμολογικῶν σπουδῶν του ἐν Εὐρώπῃ καὶ δέχεται εἰς τὸ ἰατρεῖον του ὁδὸς Ἀναγνωστοπούλου 27.: [299, 1129, 512, 1217]
banner-subheading: ΕΛΛΗΝΟΣ ΔΙΔΑΣΚΑΛΟΥ ΕΙΣ ΓΟΥΜΕΝΤΖΑΝ: [806, 265, 1168, 283]
article-paragraph: Τὸν ἀγαπητὸν ἡμῶν πατέρα καὶ ἀδελφόν,: [18, 1341, 238, 1353]
lottery-value: 1,000: [481, 1523, 512, 1536]
ad-title: ΚΑΣΜΗΡΙΑ ΑΓΓΛΙΚΑ: [544, 641, 731, 661]
article-paragraph: Σύλλογος ἐπὶ τοῦ ἰδιωτικοῦ ἐκπαιδευτηρίου διαθέτει ἑνὸς ἀργότερον δίδασκαλον «ΦΡΙΣΙΑΚΟΥ ΠΟΙΗΜ» αὐτὸν καὶ ἀναπλήρωσιν πλοηγοῦ μὲ τὰς διδασκαλίας. Διευθυνσις: Ἐκ Φρουροῦ οὔτινος ὁδὸς Ἀθηνᾶς 35.: [527, 1822, 748, 1909]
column-5: [1226, 146, 1566, 2299]
article-paragraph: Ἡ ἐξαφάνισις τοῦ κατηγγέλθη εἰς τὰς Τουρκικὰς ἀρχάς. Αἱ ἀρχαὶ κατεγίνοντο εἰς τὰ χωρία τῆς περιφερείας καὶ ἐδεσμεύθησαν πάσας τὰς ὑπόπτους ἐκ τῆς ἐνεργείας.: [763, 640, 982, 713]
cast-actor: SEYLOR: [41, 190, 87, 203]
article-paragraph: Αἱ τιμαὶ τῶν εἰσιτηρίων εἶνε αἱ ἑξῆς: Θεωρεῖα αἱ πρῶται 14 σειραὶ τῶν καθισμάτων δραχ. 25, αἱ ἀκόλουθοι τέσσαρες σειραὶ δρ. 20. Αἱ δύο πρῶται σειραὶ πρώτου ἐξώστου δραχ. 30, αἱ ὑπόλοιποι δραχ. 20. Ἡ πρώτη σειρὰ τοῦ β. ἐξώστου δραχ. 15 καὶ αἱ κατόπιν δραχ. 10 καὶ 6.: [8, 328, 283, 414]
ad-subtitle: ΥΠΟΔΗΜΑΤΟΠΟΙΟΣ ΤΗΣ Α. Μ. ΤΗΣ ΒΑΣΙΛΙΣΣΗΣ ΚΑΙ ΠΑΣΗΣ ΤΗΣ ΒΑΣΙΛΙΚΗΣ ΟΙΚΟΓΕΝΕΙΑΣ: [300, 1987, 511, 2023]
cast-row: [37, 277, 223, 292]
cast-row: [37, 263, 223, 277]
ad-hours: 9—11 π. μ. καὶ 4—6 μ. μ.: [571, 476, 704, 489]
article-paragraph: Ἐκ τῶν Κυβερνητικῶν ἀποσιάζουσιν εἰσέτι εἰς βουλευταί τινες καὶ ἀναμένονται σήμερον.: [1226, 455, 1566, 483]
cast-role: Gustave: [121, 160, 164, 173]
ad-subtitle: ΑΝΔΡΟΠΟΛΕΥΟΣ ΚΑΙ ΦΑΚΟΠΟΥΛΟΣ: [550, 539, 725, 550]
finger-ad: [527, 1064, 748, 1105]
cast-actor: ALISSON: [41, 249, 91, 262]
column-3: [527, 146, 748, 2299]
cast-role: Adèle: [121, 264, 151, 276]
lottery-row: [299, 1509, 512, 1523]
article-paragraph: Ἐπίσης φαίνεται ὅτι ἀρνοῦνται οἱ βουλευταὶ Κορινθίας κ. Γκράδα καὶ Ἀργολίδος κ. Ζωγράφου.: [1226, 555, 1566, 582]
cast-row: [37, 190, 223, 205]
article-paragraph: Ἐφαρμόζει μετ' ἀπολύτου ἐπιτυχίας ἐν τῇ Εἰδικῇ Κλινικῇ του ὁ ὑφηγητὴς τῆς Συφιλιδολογίας ἐν τῷ Ἐθνικῷ Πανεπιστημίῳ κ.: [527, 1111, 748, 1168]
top-rule: [0, 136, 1574, 139]
divider: [8, 919, 283, 920]
article-paragraph: Ὁ ἀριθμὸς τῶν παρόντων βουλευτῶν ἀνῆλθεν οὕτω εἰς 190.: [1236, 421, 1555, 434]
cast-row: [37, 160, 223, 175]
ad-subtitle: ΤΙΜΑΙ ΕΙΛΙΚΡΙΝΕΙΣ: [589, 839, 686, 850]
ad-title: ΚΑΣΜΗΡΙΑ ΑΓΓΛΙΚΑ: [544, 684, 731, 703]
section-heading: ΤΟΥ κ. ΜΠΡΕΜΩΝ ΝΤ' ΑΡΣ: [30, 460, 261, 479]
cast-row: [37, 205, 223, 219]
article-paragraph: Ἡ μόνη πρακτικὴ σχολὴ ἐν Ἑλλάδι διὰ τοὺς καὶ τῶν ἑλλήνων πρὸς ἐκμάθησιν τῆς Γαλλικῆς, Ἀγγλικῆς καὶ Γερμανικῆς γλώσσης, ἑκάστη τῶν γλωσσῶν διδάσκεται ὑπὸ καθηγητῶν ἐκάστης ἐθνικότητος. Ἑκάστη τάξις ἀπαρτίζεται ἀπὸ ἕνα ἢ δύο μαθητάς. Διδάσκει ἀτομικὴ προσοχή.: [527, 1620, 748, 1736]
article-body: [763, 353, 1210, 1104]
ad-line: Νέα δέρματα: [366, 2067, 445, 2080]
deceased-name: ΡΟΔΟΛΙΝ Ι. ΚΥΡΙΑΚΟΠΟΥΛΟΥ: [44, 1096, 247, 1110]
article-paragraph: Τὴν αὐγὴν ὁ ἐχθρὸς ἐπανέλαβε τὴν ἐπίθεσιν ἀλλ' ἀπεκρούσθη καὶ πάλιν μετὰ μεγάλων ἀπωλειῶν.: [763, 1316, 982, 1358]
ad-title: ΚΛΙΝΙΚΗ: [590, 309, 685, 330]
ad-title: ΚΑΣΜΗΡΙΑ ΑΓΓΛΙΚΑ: [544, 597, 731, 617]
article-paragraph: Ἐκ τῶν ἀνακρίσεων αἵτινες διεξάγονται ἐγείρονται ὑπόνοιαι ὅτι τὸ ἔγκλημα διεπράχθη κατ' ἐντολὴν τοῦ ἐν Γουμέντζῃ βουλγαρικοῦ κομιτάτου.: [992, 477, 1210, 534]
section-heading: Η ΠΟΛΙΤΙΚΗ: [1294, 191, 1498, 224]
cast-actor: GERMAIN: [41, 278, 96, 291]
article-paragraph: Ἀποθανόντα κηδεύομεν σήμερον ἡμέραν Δευτέραν καὶ ὥραν 3 μ. μ. ἐκ τῆς ἐπὶ τῆς ὁδοῦ Οἰκονόμου ὑπ' ἀριθ. 14 οἰκίας του. Ἐν Ἀθήναις τῇ 29 Νοεμβρίου 1904.: [8, 1380, 283, 1437]
article-paragraph: Ὁ ἀτυχὴς νέος τῇ 18ῃ λήγοντος ἀνεχώρησεν ἐντεῦθεν μεταβαίνων εἰς Γουμέντζαν. Φθάσας εἰς τὸ χωρίον Πέρνα, σταθμὸν ἀπὸ τοῦ ὁποίου ἔπρεπε νὰ μεταβῇ εἰς Γουμέντζαν κατέλυσεν ἐκεῖ καὶ ἐπεσκέφθη ἀρχικῶς τὸν ἀγωνιστὴν τῶν Χρήστον Πιθάκην ὀνόματι.: [763, 459, 982, 575]
section-subheading: ΕΠΙΣΗΜΟΙ ΑΝΑΚΟΙΝΩΣΕΙΣ: [795, 1191, 950, 1203]
article-paragraph: Ἐκ τῶν Δηλιγιαννικῶν πλὴν τοῦ βουλευτοῦ Ἄργους κ. Ζιάκα ἀπεδήμησαν εἰς τὰς ἐπαρχίας των.: [1226, 653, 1566, 681]
section-heading: ΕΠΑΝΟΔΟΣ ΤΗΣ ΒΑΣΙΛΙΣΣΗΣ: [46, 724, 245, 739]
section-heading: ΚΗΔΕΙΑ: [106, 1036, 185, 1056]
article-paragraph: — Χθὲς τὴν πρωίαν ἐν τῷ ναῷ τοῦ Ἁγίου Διονυσίου ἐτελέσθη ἐπίσημον μνημόσυνον ὑπὲρ ἀναπαύσεως τῆς ψυχῆς τοῦ ἀειμνήστου στρατηγοῦ Νικολάου Μεταξᾶ, παρὰ τῆς οἰκογενείας αὐτοῦ, παρευρισκομένων συγγενῶν του καὶ πολλῶν φίλων τιμώντων τὴν μνήμην τοῦ μεταστάντος.: [299, 526, 512, 657]
subcolumn-right: [992, 353, 1210, 1104]
section-heading: Η ΕΚΛΟΓΗ ΤΟΥ ΠΡΟΕΔΡΟΥ: [1318, 314, 1474, 326]
column-4: [763, 146, 1210, 2299]
clinic-ad: [527, 297, 748, 496]
lottery-label: Πέντε ἀριθμοὶ κερδίζουν ἀνὰ: [299, 1509, 455, 1521]
